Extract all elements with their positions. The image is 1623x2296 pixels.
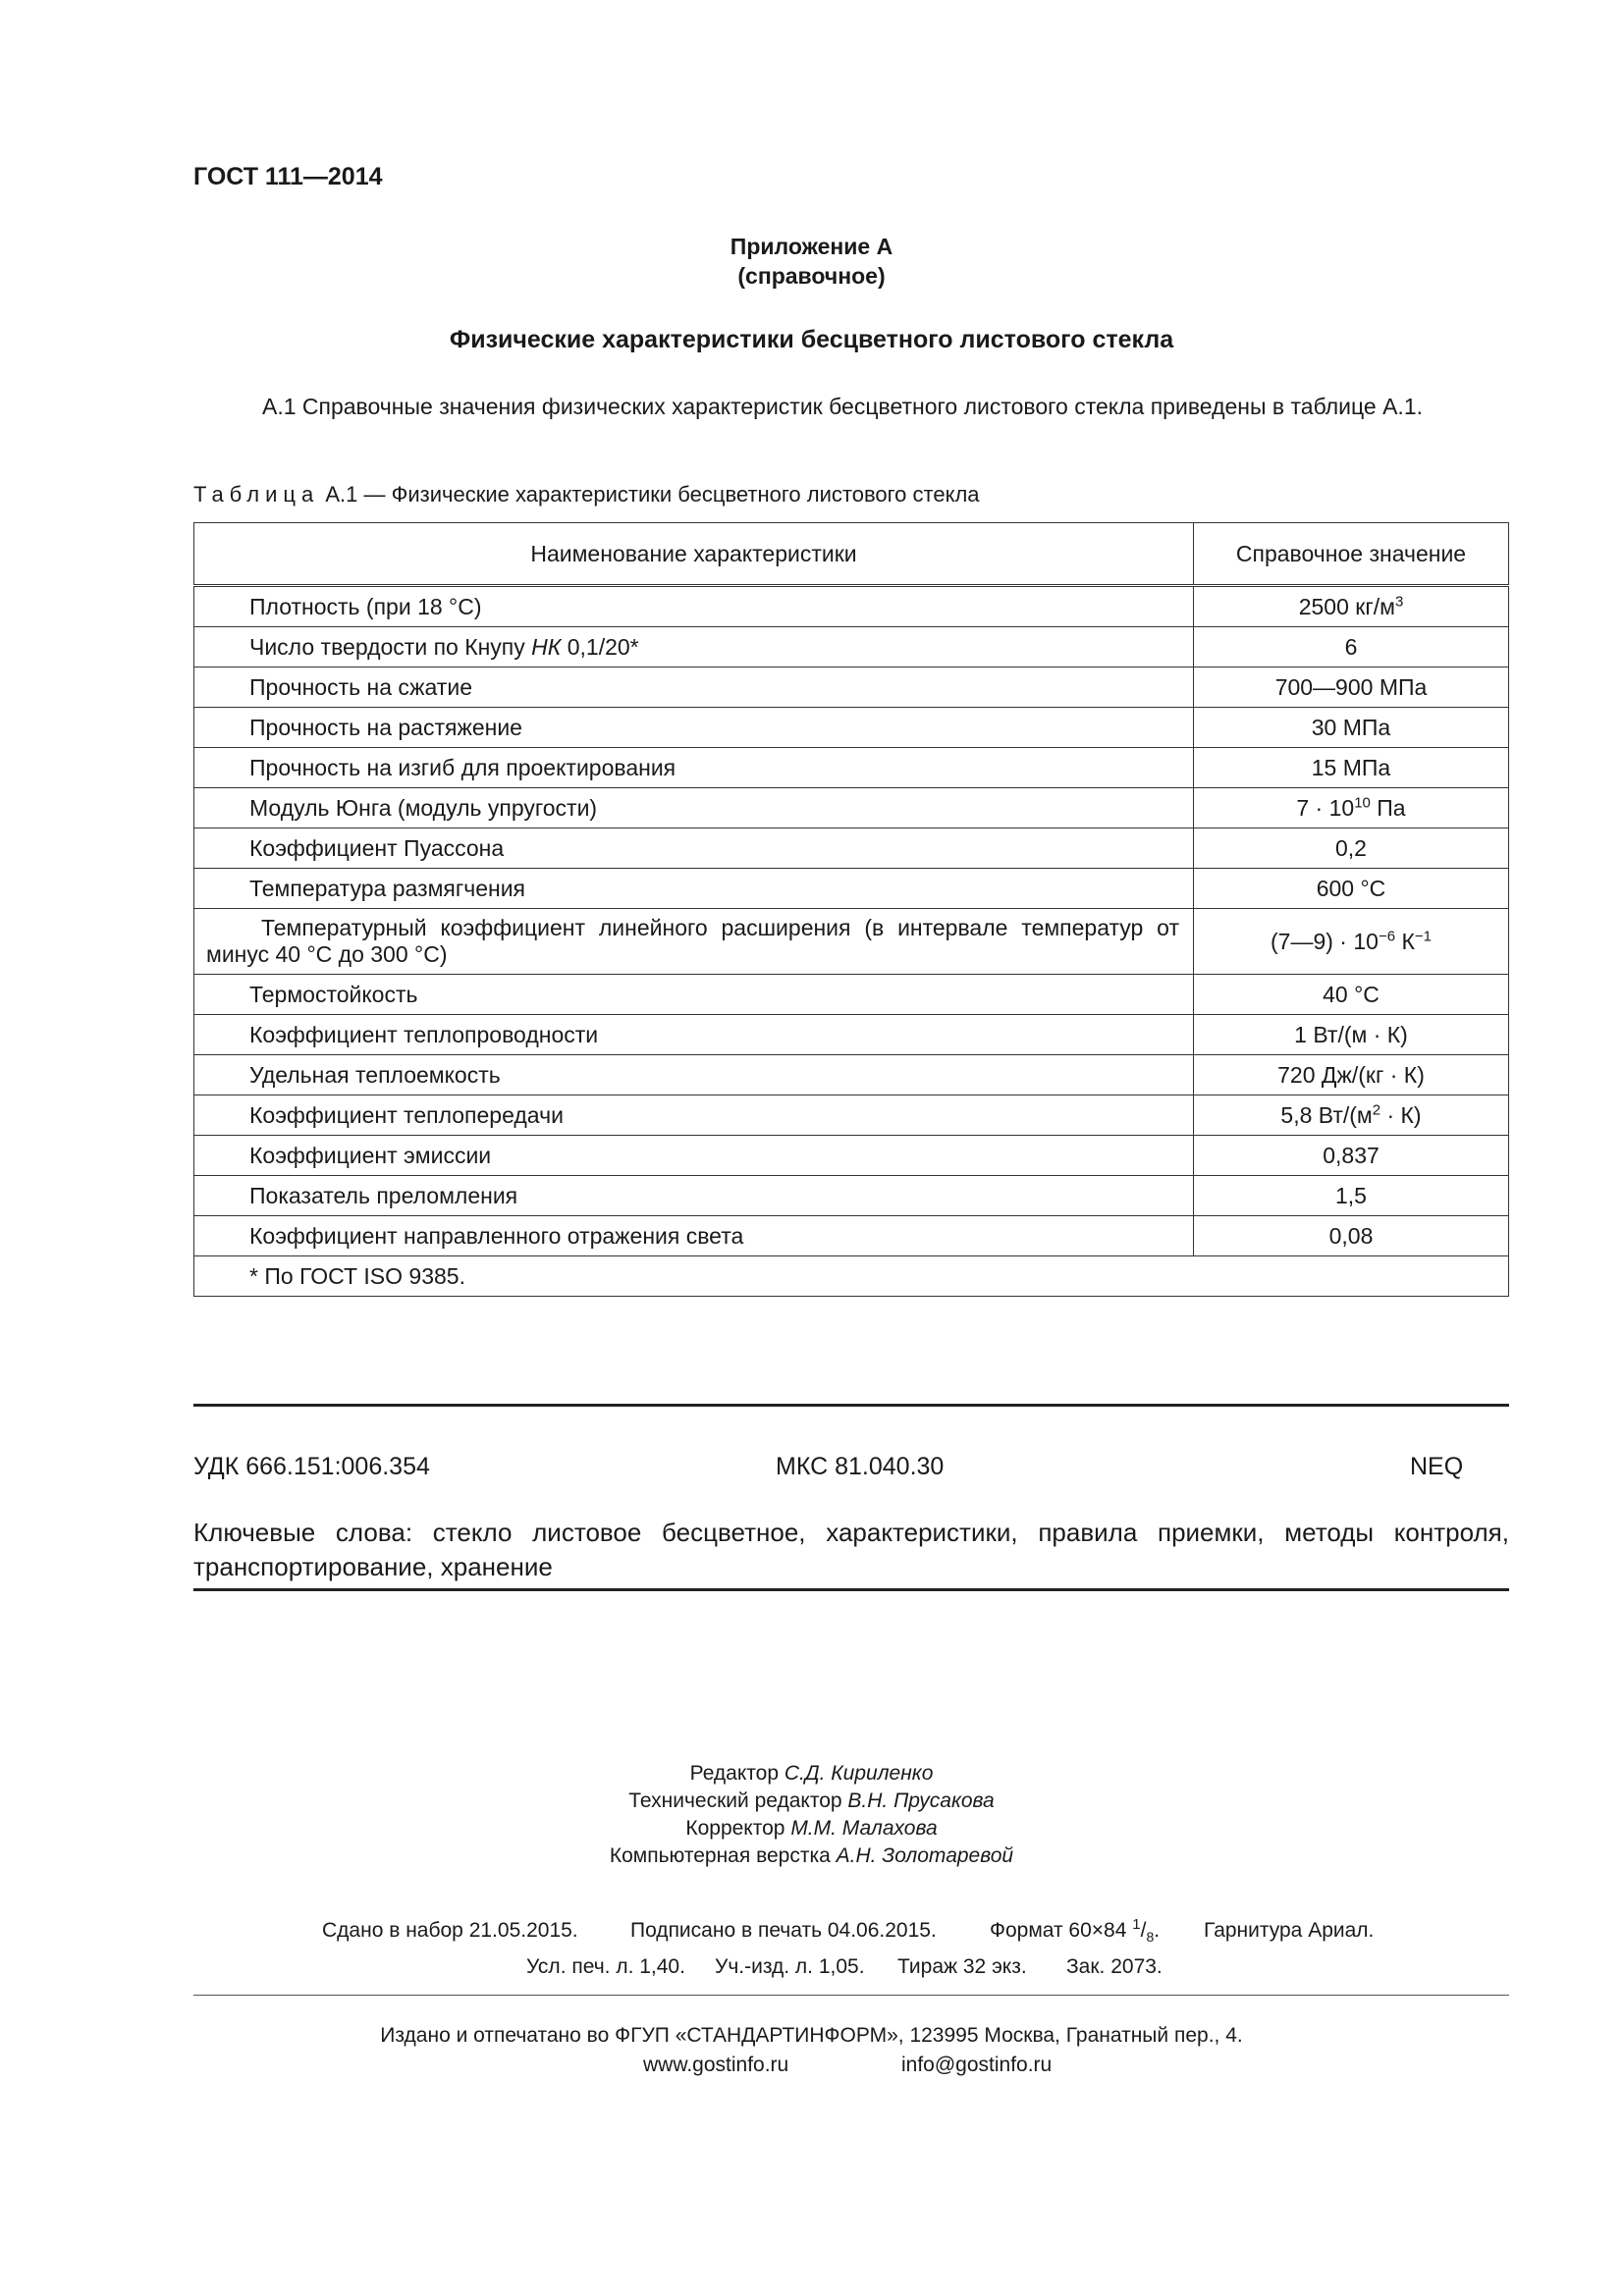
- table-row: [194, 975, 1509, 1015]
- property-value: 0,08: [1194, 1216, 1509, 1256]
- property-value: $7 \cdot 10^{10}$ Па: [1194, 788, 1509, 828]
- typeset-date: Сдано в набор 21.05.2015.: [322, 1919, 578, 1942]
- divider-publisher: [193, 1995, 1509, 1996]
- property-value: 5,8 $Вт/(м^2 \cdot К)$: [1194, 1095, 1509, 1136]
- table-row: [194, 1176, 1509, 1216]
- section-title: Физические характеристики бесцветного листового стекла: [449, 326, 1174, 353]
- table-row: [194, 869, 1509, 909]
- table-caption-label: Таблица: [193, 482, 320, 507]
- table-row: [194, 1095, 1509, 1136]
- print-format: Формат 60×84 $^1/_8$.: [990, 1916, 1161, 1946]
- print-sheets: Усл. печ. л. 1,40.: [526, 1955, 685, 1978]
- order-number: Зак. 2073.: [1066, 1955, 1163, 1978]
- udk-code: УДК 666.151:006.354: [193, 1453, 430, 1480]
- divider-top: [193, 1404, 1509, 1407]
- column-header-value: Справочное значение: [1194, 523, 1509, 586]
- keywords: Ключевые слова: стекло листовое бесцветное, характеристики, правила приемки, методы контроля, транспортирование, хранение: [193, 1518, 1509, 1581]
- property-value: 2500 $кг/м^3$: [1194, 586, 1509, 627]
- credit-tech-editor: Технический редактор В.Н. Прусакова: [628, 1789, 995, 1812]
- signed-date: Подписано в печать 04.06.2015.: [630, 1919, 937, 1942]
- properties-table: [193, 522, 1509, 1297]
- property-name: Коэффициент теплопередачи: [194, 1095, 1194, 1136]
- table-row: [194, 828, 1509, 869]
- property-value: 40 °С: [1194, 975, 1509, 1015]
- table-caption: [193, 482, 980, 507]
- credit-corrector: Корректор М.М. Малахова: [685, 1817, 938, 1840]
- property-value: 0,837: [1194, 1136, 1509, 1176]
- property-name: Показатель преломления: [194, 1176, 1194, 1216]
- property-value: 0,2: [1194, 828, 1509, 869]
- property-value: 15 МПа: [1194, 748, 1509, 788]
- table-row: [194, 788, 1509, 828]
- table-row: [194, 667, 1509, 708]
- property-value: 1,5: [1194, 1176, 1509, 1216]
- appendix-subtitle: (справочное): [737, 263, 886, 289]
- column-header-name: Наименование характеристики: [194, 523, 1194, 586]
- divider-bottom: [193, 1588, 1509, 1591]
- table-row: [194, 627, 1509, 667]
- property-name: Прочность на изгиб для проектирования: [194, 748, 1194, 788]
- table-footnote-row: [194, 1256, 1509, 1297]
- publication-sheets: Уч.-изд. л. 1,05.: [715, 1955, 865, 1978]
- property-value: 1 Вт/(м · К): [1194, 1015, 1509, 1055]
- document-id: ГОСТ 111—2014: [193, 163, 383, 190]
- property-name: Температурный коэффициент линейного расширения (в интервале температур от минус 40 °С до 300 °С): [194, 909, 1194, 975]
- property-name: Температура размягчения: [194, 869, 1194, 909]
- property-name: Коэффициент теплопроводности: [194, 1015, 1194, 1055]
- property-name: Термостойкость: [194, 975, 1194, 1015]
- property-name: Прочность на сжатие: [194, 667, 1194, 708]
- credit-editor: Редактор С.Д. Кириленко: [689, 1762, 934, 1785]
- neq-mark: NEQ: [1410, 1453, 1464, 1480]
- property-name: Модуль Юнга (модуль упругости): [194, 788, 1194, 828]
- table-row: [194, 1136, 1509, 1176]
- publisher-line: Издано и отпечатано во ФГУП «СТАНДАРТИНФОРМ», 123995 Москва, Гранатный пер., 4.: [380, 2024, 1243, 2047]
- property-name: Число твердости по Кнупу НК 0,1/20*: [194, 627, 1194, 667]
- table-row: [194, 1055, 1509, 1095]
- property-value: 6: [1194, 627, 1509, 667]
- table-footnote: * По ГОСТ ISO 9385.: [194, 1256, 1509, 1297]
- appendix-title: Приложение А: [730, 234, 893, 259]
- property-name: Коэффициент Пуассона: [194, 828, 1194, 869]
- credit-layout: Компьютерная верстка А.Н. Золотаревой: [609, 1844, 1014, 1867]
- table-row: [194, 586, 1509, 627]
- mks-code: МКС 81.040.30: [776, 1453, 945, 1480]
- property-name: Коэффициент эмиссии: [194, 1136, 1194, 1176]
- print-run: Тираж 32 экз.: [897, 1955, 1027, 1978]
- table-row: [194, 748, 1509, 788]
- property-value: 30 МПа: [1194, 708, 1509, 748]
- property-name: Удельная теплоемкость: [194, 1055, 1194, 1095]
- property-name: Коэффициент направленного отражения света: [194, 1216, 1194, 1256]
- property-name: Плотность (при 18 °С): [194, 586, 1194, 627]
- property-value: 720 Дж/(кг · К): [1194, 1055, 1509, 1095]
- table-row: [194, 708, 1509, 748]
- property-value: 700—900 МПа: [1194, 667, 1509, 708]
- property-value: (7—9) · $10^{-6}$ $К^{-1}$: [1194, 909, 1509, 975]
- table-row: [194, 1015, 1509, 1055]
- publisher-site[interactable]: www.gostinfo.ru: [643, 2054, 789, 2076]
- table-caption-text: А.1 — Физические характеристики бесцветного листового стекла: [319, 482, 980, 507]
- table-row: [194, 1216, 1509, 1256]
- property-value: 600 °С: [1194, 869, 1509, 909]
- table-row: [194, 909, 1509, 975]
- property-name: Прочность на растяжение: [194, 708, 1194, 748]
- publisher-email[interactable]: info@gostinfo.ru: [901, 2054, 1053, 2076]
- font-info: Гарнитура Ариал.: [1204, 1919, 1375, 1942]
- intro-paragraph: А.1 Справочные значения физических характеристик бесцветного листового стекла приведены в таблице А.1.: [262, 394, 1423, 419]
